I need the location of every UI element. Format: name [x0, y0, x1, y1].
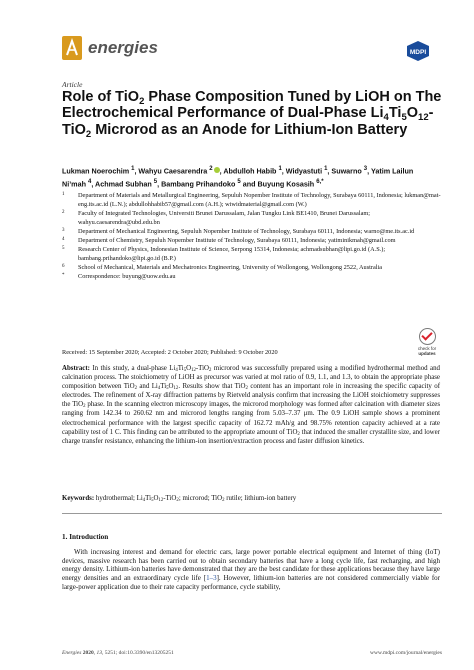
orcid-icon[interactable]: [214, 167, 220, 173]
affiliation-text: Department of Mechanical Engineering, Sepuluh Nopember Institute of Technology, Surabaya 60111, Indonesia; warno@me.its.ac.id: [78, 228, 415, 235]
affiliation-item: [62, 191, 442, 209]
badge-line1: check for: [417, 346, 437, 351]
affiliation-text: Department of Materials and Metallurgical Engineering, Sepuluh Nopember Institute of Technology, Surabaya 60111, Indonesia; lukman@mat-eng.its.ac.id (L.N.); abdullohhabib57@gmail.com (A.H.); wiwidmaterial@gmail.com (W.): [78, 192, 441, 208]
affiliation-number: 3: [62, 228, 65, 233]
abstract: Abstract: In this study, a dual-phase $Li_4Ti_5O_{12}-TiO_2$ microrod was successfully prepared using a modified hydrothermal method and calcination process. The stoichiometry of LiOH as precursor was varied at mol ratio of 0.9, 1.1, and 1.3, to obtain the appropriate phase composition between TiO$_2$ and $Li_4Ti_5O_{12}$. Results show that TiO$_2$ content has an important role in increasing the specific capacity of electrodes. The refinement of X-ray diffraction patterns by Rietveld analysis confirm that increasing the LiOH stoichiometry suppresses the TiO$_2$ phase. In the scanning electron microscopy images, the microrod morphology was formed after calcination with diameter sizes ranging from 142.34 to 260.62 nm and microrod lengths ranging from 5.03–7.37 μm. The 0.9 LiOH sample shows a prominent electrochemical performance with the largest specific capacity of 162.72 mAh/g and 98.75% retention capacity achieved at a rate capability test of 1 C. This finding can be attributed to the appropriate amount of TiO$_2$ that induced the smaller crystallite size, and lower charge transfer resistance, enhancing the lithium-ion insertion/extraction process and faster diffusion kinetics.: [62, 365, 441, 445]
affiliation-number: 4: [62, 237, 65, 242]
footer-journal-url[interactable]: www.mdpi.com/journal/energies: [370, 650, 442, 656]
affiliation-number: 2: [62, 210, 65, 215]
publication-dates: Received: 15 September 2020; Accepted: 2 October 2020; Published: 9 October 2020: [62, 349, 278, 356]
mdpi-logo-icon[interactable]: [405, 40, 431, 62]
affiliation-text: Faculty of Integrated Technologies, Universiti Brunei Darussalam, Jalan Tungku Link BE1410, Brunei Darussalam; wahyu.caesarendra@ubd.edu.bn: [78, 210, 371, 226]
affiliation-text: Research Center of Physics, Indonesian Institute of Science, Serpong 15314, Indonesia; achmadsubhan@lipi.go.id (A.S.); bambang.prihandoko@lipi.go.id (B.P.): [78, 246, 386, 262]
divider: [62, 513, 442, 514]
paper-title: Role of TiO$_2$ Phase Composition Tuned by LiOH on The Electrochemical Performance of Dual-Phase $Li_4Ti_5O_{12}-TiO_2$ Microrod as an Anode for Lithium-Ion Battery: [62, 89, 442, 140]
affiliation-item: [62, 263, 442, 272]
affiliations-list: [62, 191, 442, 281]
mdpi-logo-text: MDPI: [409, 49, 427, 56]
check-icon: [419, 328, 436, 345]
affiliation-text: School of Mechanical, Materials and Mechatronics Engineering, University of Wollongong, Wollongong 2522, Australia: [78, 264, 383, 271]
journal-logo-icon: [62, 36, 82, 60]
affiliation-item: [62, 272, 442, 281]
affiliation-item: [62, 227, 442, 236]
section-heading-introduction: 1. Introduction: [62, 533, 109, 541]
affiliation-item: [62, 209, 442, 227]
author-list: Lukman Noerochim $^1$, Wahyu Caesarendra $^2$ , Abdulloh Habib $^1$, Widyastuti $^1$, Suwarno $^3$, Yatim Lailun Ni’mah $^4$, Achmad Subhan $^5$, Bambang Prihandoko $^5$ and Buyung Kosasih $^{6,*}$: [62, 166, 414, 188]
badge-line2: updates: [418, 351, 436, 356]
affiliation-text: Correspondence: buyung@uow.edu.au: [78, 273, 176, 280]
introduction-paragraph: With increasing interest and demand for electric cars, large power portable electrical equipment and Internet of thing (IoT) devices, massive research has been carried out to obtain secondary batteries that have a long cycle life, fast recharging, and high energy density. Lithium-ion batteries have demonstrated that they are the best candidate for these applications because they have large energy densities and an extraordinary cycle life [1–3]. However, lithium-ion batteries are not considered commercially viable for large-power application due to their rate capacity performance, cycle stability,: [62, 548, 440, 591]
affiliation-number: *: [62, 273, 65, 278]
affiliation-item: [62, 236, 442, 245]
affiliation-item: [62, 245, 442, 263]
affiliation-number: 5: [62, 246, 65, 251]
affiliation-number: 6: [62, 264, 65, 269]
article-type: Article: [62, 80, 83, 89]
affiliation-number: 1: [62, 192, 65, 197]
check-for-updates-badge[interactable]: [412, 328, 442, 356]
keywords: Keywords: hydrothermal; $Li_4Ti_5O_{12}-TiO_2$; microrod; TiO$_2$ rutile; lithium-ion battery: [62, 495, 297, 503]
affiliation-text: Department of Chemistry, Sepuluh Nopember Institute of Technology, Surabaya 60111, Indonesia; yatiminikmah@gmail.com: [78, 237, 396, 244]
journal-name[interactable]: energies: [88, 38, 158, 57]
footer-citation: Energies 2020, 13, 5251; doi:10.3390/en13205251: [62, 650, 174, 656]
